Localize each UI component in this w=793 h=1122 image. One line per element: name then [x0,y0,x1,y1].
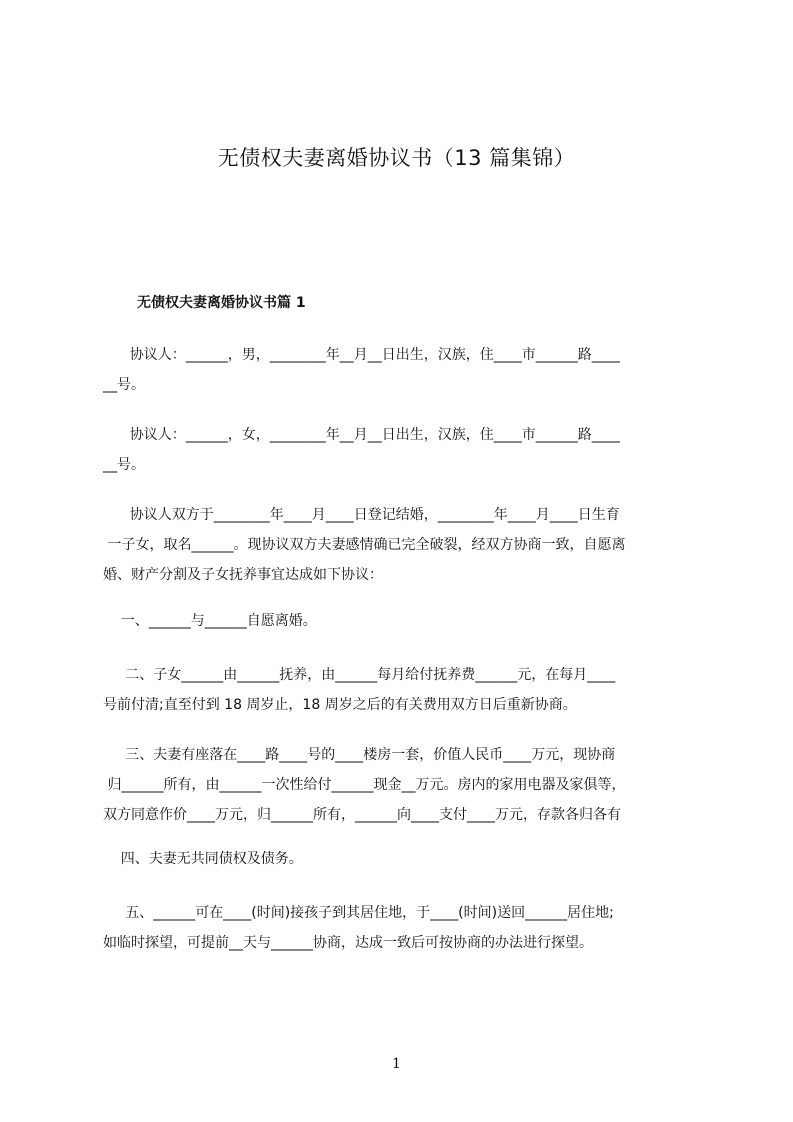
paragraph-line: 一、______与______自愿离婚。 [103,613,317,629]
paragraph-marriage-info [103,500,703,590]
paragraph-line: 协议人：______，女，________年__月__日出生，汉族，住____市______路____ [103,427,620,443]
document-title: 无债权夫妻离婚协议书（13 篇集锦） [217,146,576,170]
section-heading: 无债权夫妻离婚协议书篇 1 [137,295,306,311]
paragraph-line: 一子女，取名______。现协议双方夫妻感情确已完全破裂，经双方协商一致，自愿离 [103,537,626,553]
paragraph-clause-5 [103,898,703,958]
paragraph-party-female [103,420,703,480]
paragraph-clause-4 [103,844,703,874]
paragraph-line: 协议人双方于________年____月____日登记结婚，________年____月____日生育 [103,507,620,523]
paragraph-line: 三、夫妻有座落在____路____号的____楼房一套，价值人民币____万元，现协商 [103,747,616,763]
paragraph-line: 双方同意作价____万元，归______所有，______向____支付____万元，存款各归各有 [103,807,621,823]
paragraph-line: 五、______可在____(时间)接孩子到其居住地，于____(时间)送回______居住地; [103,905,614,921]
paragraph-clause-3 [103,740,703,830]
paragraph-line: 二、子女______由______抚养，由______每月给付抚养费______元，在每月____ [103,667,616,683]
paragraph-line: 归______所有，由______一次性给付______现金__万元。房内的家用电器及家俱等， [103,777,626,793]
page-number: 1 [392,1056,401,1072]
paragraph-line: 号前付清;直至付到 18 周岁止，18 周岁之后的有关费用双方日后重新协商。 [103,697,577,713]
paragraph-line: __号。 [103,457,145,473]
paragraph-line: __号。 [103,377,145,393]
paragraph-line: 四、夫妻无共同债权及债务。 [103,851,303,867]
paragraph-line: 如临时探望，可提前__天与______协商，达成一致后可按协商的办法进行探望。 [103,935,593,951]
paragraph-clause-2 [103,660,703,720]
paragraph-line: 协议人：______，男，________年__月__日出生，汉族，住____市______路____ [103,347,620,363]
paragraph-line: 婚、财产分割及子女抚养事宜达成如下协议： [103,567,383,583]
paragraph-clause-1 [103,606,703,636]
paragraph-party-male [103,340,703,400]
